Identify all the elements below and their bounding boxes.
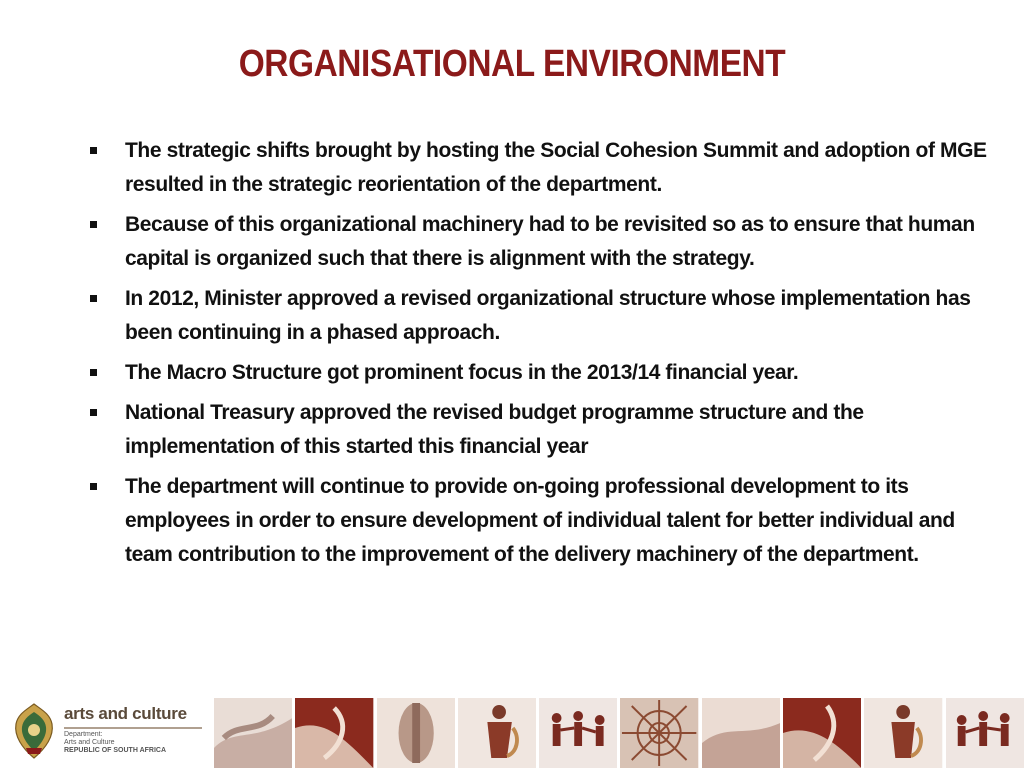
department-logo [8, 698, 208, 768]
bullet-text: The department will continue to provide on-going professional development to its employees in order to ensure development of individual talent for better individual and team contribution to the improvement of the delivery machinery of the department. [125, 475, 955, 566]
square-bullet-icon [90, 369, 97, 376]
hands-image [702, 698, 780, 768]
bullet-text: In 2012, Minister approved a revised organizational structure whose implementation has been continuing in a phased approach. [125, 287, 971, 344]
bullet-text: The strategic shifts brought by hosting the Social Cohesion Summit and adoption of MGE resulted in the strategic reorientation of the department. [125, 139, 987, 196]
brand-name: arts and culture [64, 704, 187, 723]
brand-subline: Arts and Culture [64, 739, 115, 746]
coat-of-arms-icon [12, 702, 56, 760]
bullet-text: National Treasury approved the revised budget programme structure and the implementation of this started this financial year [125, 401, 864, 458]
square-bullet-icon [90, 409, 97, 416]
bullet-item [88, 356, 988, 390]
square-bullet-icon [90, 147, 97, 154]
dancer-image [783, 698, 861, 768]
dancing-figures-image [946, 698, 1024, 768]
bullet-item [88, 470, 988, 572]
saxophone-player-image [458, 698, 536, 768]
square-bullet-icon [90, 221, 97, 228]
bullet-item [88, 282, 988, 350]
bullet-text: The Macro Structure got prominent focus in the 2013/14 financial year. [125, 361, 799, 384]
dancer-image [295, 698, 373, 768]
bullet-text: Because of this organizational machinery had to be revisited so as to ensure that human capital is organized such that there is alignment with the strategy. [125, 213, 975, 270]
square-bullet-icon [90, 295, 97, 302]
saxophone-player-image [864, 698, 942, 768]
image-strip [214, 698, 1024, 768]
slide-title: ORGANISATIONAL ENVIRONMENT [238, 43, 786, 85]
beadwork-pattern-image [620, 698, 698, 768]
flute-player-image [377, 698, 455, 768]
footer [0, 698, 1024, 768]
brand-subline: Department: [64, 731, 103, 738]
hands-image [214, 698, 292, 768]
bullet-item [88, 396, 988, 464]
brand-subline: REPUBLIC OF SOUTH AFRICA [64, 747, 167, 754]
bullet-item [88, 134, 988, 202]
bullet-list [88, 134, 988, 578]
dancing-figures-image [539, 698, 617, 768]
brand-divider [64, 727, 202, 729]
square-bullet-icon [90, 483, 97, 490]
bullet-item [88, 208, 988, 276]
